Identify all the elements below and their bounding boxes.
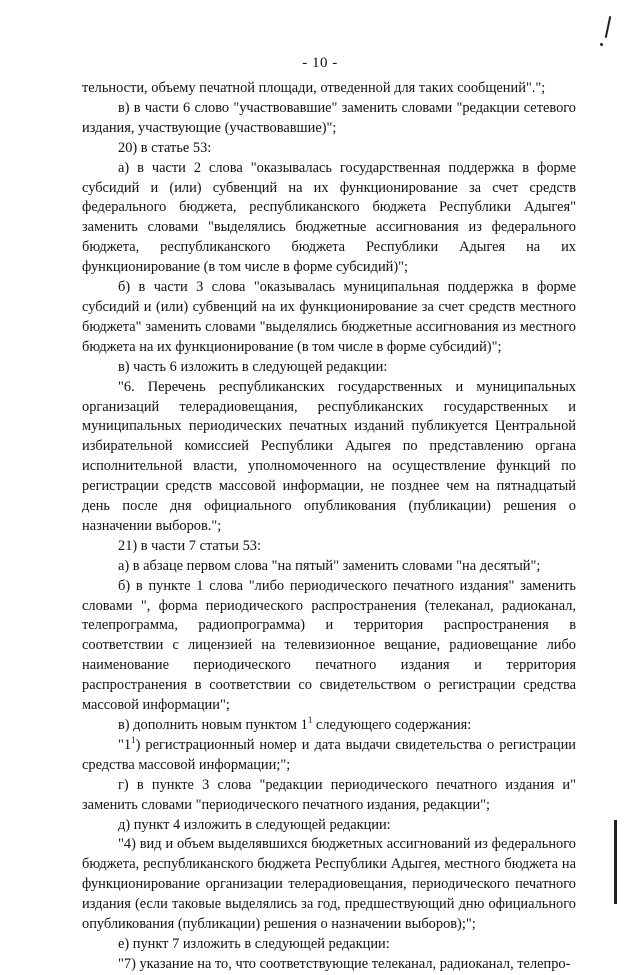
paragraph-text: "1 xyxy=(118,736,132,753)
paragraph-text: 20) в статье 53: xyxy=(118,139,212,156)
paragraph xyxy=(82,278,576,358)
paragraph xyxy=(82,577,576,716)
paragraph-text: г) в пункте 3 слова "редакции периодического печатного издания и" заменить словами "периодического печатного издания, редакции"; xyxy=(82,776,576,813)
paragraph xyxy=(82,816,576,836)
paragraph xyxy=(82,955,576,975)
paragraph xyxy=(82,79,576,99)
paragraph-text: в) дополнить новым пунктом 1 xyxy=(118,717,308,733)
paragraph-text: а) в части 2 слова "оказывалась государственная поддержка в форме субсидий и (или) субвенций на их функционирование за счет средств федерального бюджета, республиканского бюджета Республики Адыгея" заменить словами "выделялись бюджетные ассигнования из федерального бюджета, республиканского бюджета Республики Адыгея на их функционирование (в том числе в форме субсидий)"; xyxy=(82,159,576,276)
scan-artifact-edge xyxy=(614,820,617,904)
paragraph xyxy=(82,537,576,557)
paragraph xyxy=(82,358,576,378)
paragraph-text: б) в пункте 1 слова "либо периодического печатного издания" заменить словами ", форма периодического распространения (телеканал, радиоканал, телепрограмма, радиопрограмма) и территория распространения в соответствии с лицензией на телевизионное вещание, радиовещание либо наименование периодического печатного издания и территория распространения в соответствии со свидетельством о регистрации средства массовой информации"; xyxy=(82,577,576,714)
paragraph-text: в) в части 6 слово "участвовавшие" заменить словами "редакции сетевого издания, участвующие (участвовавшие)"; xyxy=(82,99,576,136)
paragraph-text: в) часть 6 изложить в следующей редакции: xyxy=(118,358,388,375)
paragraph xyxy=(82,557,576,577)
paragraph-text: "6. Перечень республиканских государственных и муниципальных организаций телерадиовещания, республиканских государственных и муниципальных периодических печатных изданий публикуется Центральной избирательной комиссией Республики Адыгея по представлению органа исполнительной власти, уполномоченного на осуществление функций по регистрации средств массовой информации, не позднее чем на пятнадцатый день после дня официального опубликования (публикации) решения о назначении выборов."; xyxy=(82,378,576,534)
paragraph xyxy=(82,378,576,537)
paragraph xyxy=(82,139,576,159)
page-number: - 10 - xyxy=(302,55,338,71)
paragraph-text: "7) указание на то, что соответствующие телеканал, радиоканал, телепро- xyxy=(118,955,571,972)
scan-artifact-mark xyxy=(605,16,612,38)
paragraph xyxy=(82,159,576,278)
paragraph xyxy=(82,716,576,736)
scan-artifact-dot xyxy=(600,43,603,46)
paragraph-text: следующего содержания: xyxy=(312,717,472,733)
paragraph-text: "4) вид и объем выделявшихся бюджетных ассигнований из федерального бюджета, республиканского бюджета Республики Адыгея, местного бюджета на функционирование организации телерадиовещания, периодического печатного издания (если таковые выделялись за год, предшествующий дню официального опубликования (публикации) решения о назначении выборов);"; xyxy=(82,836,576,933)
paragraph-text: а) в абзаце первом слова "на пятый" заменить словами "на десятый"; xyxy=(118,557,541,574)
paragraph xyxy=(82,935,576,955)
paragraph xyxy=(82,736,576,776)
superscript: 1 xyxy=(307,715,313,726)
paragraph xyxy=(82,99,576,139)
document-text xyxy=(82,79,576,975)
superscript: 1 xyxy=(131,735,136,746)
paragraph-text: тельности, объему печатной площади, отведенной для таких сообщений"."; xyxy=(82,80,546,96)
paragraph-text: 21) в части 7 статьи 53: xyxy=(118,537,261,554)
paragraph-text: б) в части 3 слова "оказывалась муниципальная поддержка в форме субсидий и (или) субвенций на их функционирование за счет средств местного бюджета" заменить словами "выделялись бюджетные ассигнования из местного бюджета на их функционирование (в том числе в форме субсидий)"; xyxy=(82,279,576,355)
paragraph xyxy=(82,776,576,816)
paragraph-text: е) пункт 7 изложить в следующей редакции: xyxy=(118,935,390,952)
paragraph-text: ) регистрационный номер и дата выдачи свидетельства о регистрации средства массовой информации;"; xyxy=(82,736,576,773)
paragraph-text: д) пункт 4 изложить в следующей редакции: xyxy=(118,816,391,833)
paragraph xyxy=(82,835,576,935)
